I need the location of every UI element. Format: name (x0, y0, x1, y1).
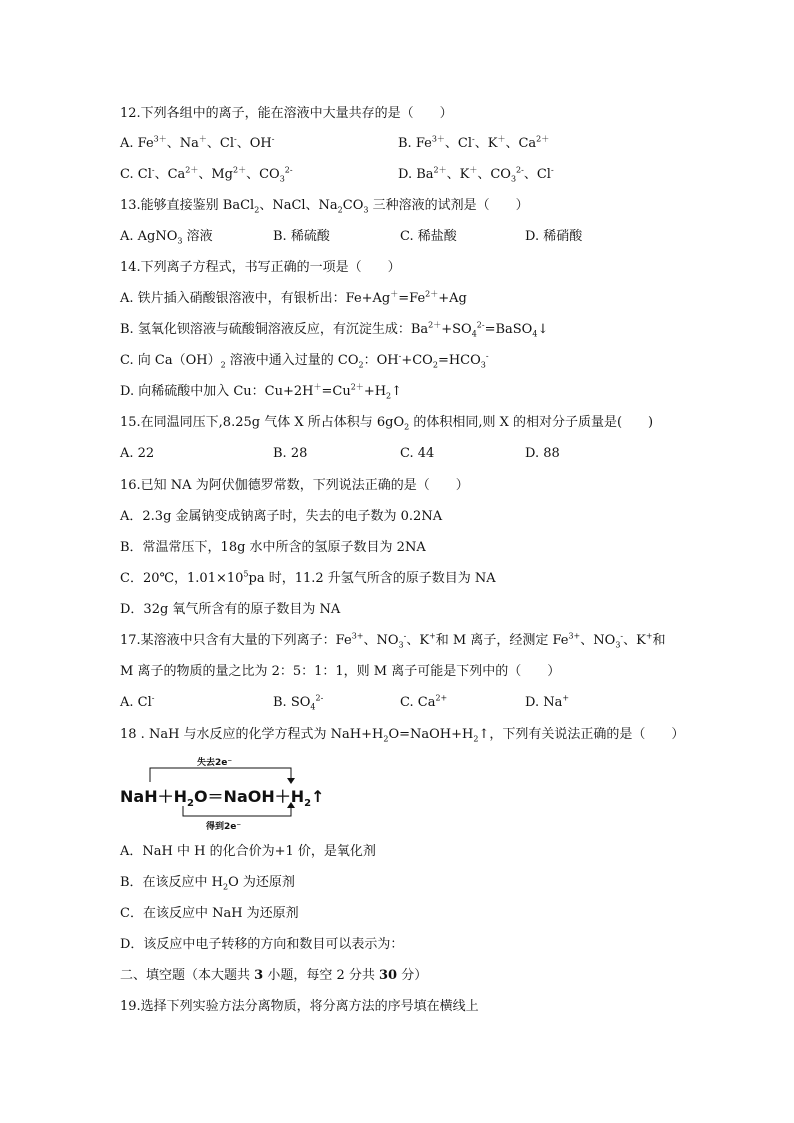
q16-option-a: A．2.3g 金属钠变成钠离子时，失去的电子数为 0.2NA (120, 509, 443, 524)
q18-option-d: D．该反应中电子转移的方向和数目可以表示为： (120, 937, 404, 952)
q17-option-d: D. Na+ (525, 693, 570, 710)
q14-option-a: A. 铁片插入硝酸银溶液中，有银析出：$Fe+Ag^+=Fe^{2+}+Ag$ (120, 289, 467, 306)
electron-transfer-diagram (120, 754, 340, 834)
q16-stem: 16.已知 NA 为阿伏伽德罗常数，下列说法正确的是（ ） (120, 478, 469, 493)
gain-electrons-bracket (183, 806, 291, 816)
q16-option-b: B．常温常压下，18g 水中所含的氢原子数目为 2NA (120, 540, 426, 555)
lose-electrons-label: 失去2e⁻ (197, 758, 233, 768)
q12-option-b: B. $Fe^{3+}$、Cl-、K＋、$Ca^{2+}$ (398, 134, 550, 151)
q14-option-b: B. 氢氧化钡溶液与硫酸铜溶液反应，有沉淀生成：$Ba^{2+}+SO_4^{2-}=BaSO_4↓$ (120, 320, 549, 339)
q19-stem: 19.选择下列实验方法分离物质，将分离方法的序号填在横线上 (120, 999, 479, 1014)
q18-option-a: A．NaH 中 H 的化合价为+1 价，是氧化剂 (120, 844, 376, 859)
q17-stem-line1: 17.某溶液中只含有大量的下列离子：$Fe^{3+}$、$NO_3^-$、K+和 M 离子，经测定 $Fe^{3+}$、$NO_3^-$、K+和 (120, 631, 666, 650)
section-2-heading: 二、填空题（本大题共 3 小题，每空 2 分共 30 分） (120, 968, 428, 983)
q17-stem-line2: M 离子的物质的量之比为 2：5：1：1，则 M 离子可能是下列中的（ ） (120, 664, 561, 679)
q13-stem: 13.能够直接鉴别 BaCl$_2$、NaCl、$Na_2CO_3$ 三种溶液的试剂是（ ） (120, 198, 529, 215)
q15-option-b: B. 28 (273, 446, 308, 461)
q18-option-b: B．在该反应中 $H_2O$ 为还原剂 (120, 875, 295, 892)
q18-option-c: C．在该反应中 NaH 为还原剂 (120, 906, 299, 921)
q15-option-d: D. 88 (525, 446, 560, 461)
q14-option-c: C. 向 $Ca(OH)_2$ 溶液中通入过量的 $CO_2$：$OH^-+CO_2=HCO_3^-$ (120, 351, 489, 370)
q15-option-c: C. 44 (400, 446, 435, 461)
q13-option-a: A. AgNO$_3$ 溶液 (120, 229, 213, 246)
q17-option-c: C. $Ca^{2+}$ (400, 693, 448, 710)
q13-option-d: D. 稀硝酸 (525, 229, 583, 244)
q14-stem: 14.下列离子方程式，书写正确的一项是（ ） (120, 260, 401, 275)
q16-option-c: C．20℃，$1.01\times 10^5pa$ 时，11.2 升氢气所含的原子数目为 NA (120, 569, 496, 586)
q15-stem: 15.在同温同压下,8.25g 气体 X 所占体积与 $6gO_2$ 的体积相同,则 X 的相对分子质量是( ) (120, 415, 654, 432)
q15-option-a: A. 22 (120, 446, 155, 461)
reaction-equation: $NaH+H_2O=NaOH+H_2↑$ (120, 787, 325, 810)
q14-option-d: D. 向稀硫酸中加入 Cu：$Cu+2H^+=Cu^{2+}+H_2↑$ (120, 382, 403, 401)
q13-option-b: B. 稀硫酸 (273, 229, 330, 244)
q18-stem: 18 . NaH 与水反应的化学方程式为 $NaH+H_2O=NaOH+H_2↑$，下列有关说法正确的是（ ） (120, 727, 685, 744)
q12-option-d: D. $Ba^{2+}$、K＋、$CO_3^{2-}$、Cl- (398, 165, 554, 184)
q13-option-c: C. 稀盐酸 (400, 229, 457, 244)
gain-electrons-label: 得到2e⁻ (206, 822, 242, 832)
q17-option-a: A. Cl- (120, 693, 155, 710)
lose-electrons-bracket (150, 768, 291, 782)
q12-option-a: A. $Fe^{3+}$、Na＋、Cl-、OH- (120, 134, 275, 151)
q12-stem: 12.下列各组中的离子，能在溶液中大量共存的是（ ） (120, 106, 453, 121)
q17-option-b: B. $SO_4^{2-}$ (273, 693, 324, 712)
q12-option-c: C. Cl-、$Ca^{2+}$、$Mg^{2+}$、$CO_3^{2-}$ (120, 165, 293, 184)
q16-option-d: D．32g 氧气所含有的原子数目为 NA (120, 602, 341, 617)
